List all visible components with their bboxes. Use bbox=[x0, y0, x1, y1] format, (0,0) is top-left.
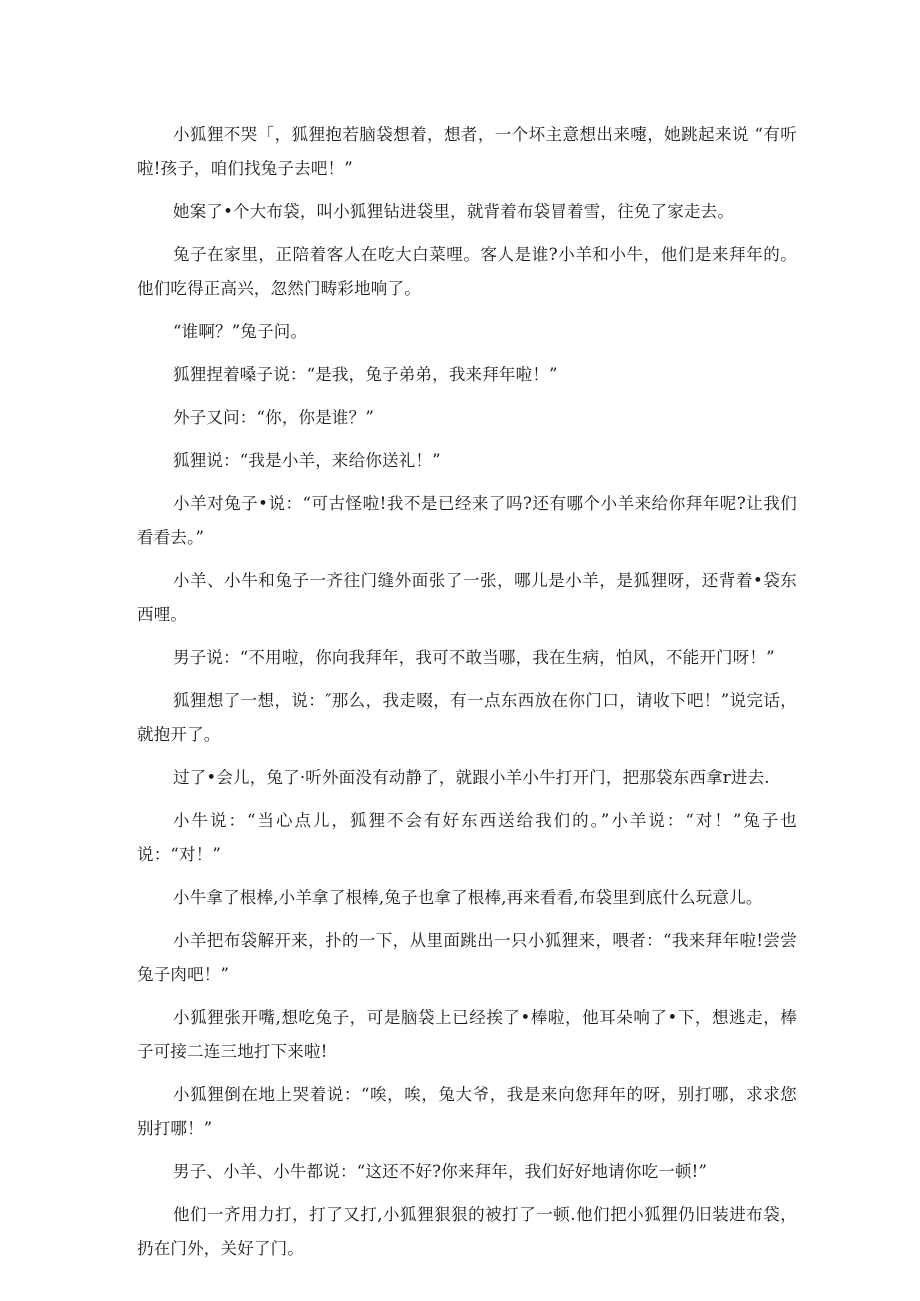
paragraph-9: 小羊、小牛和兔子一齐往门缝外面张了一张，哪儿是小羊，是狐狸呀，还背着•袋东西哩。 bbox=[137, 571, 797, 624]
paragraph-4: “谁啊？”兔子问。 bbox=[173, 322, 308, 341]
paragraph-2: 她案了•个大布袋，叫小狐狸钻进袋里，就背着布袋冒着雪，往免了家走去。 bbox=[173, 202, 735, 221]
paragraph-15: 小羊把布袋解开来，扑的一下，从里面跳出一只小狐狸来，喂者：“我来拜年啦!尝尝兔子肉吧！” bbox=[137, 931, 797, 984]
paragraph-13: 小牛说：“当心点儿，狐狸不会有好东西送给我们的。”小羊说：“对！”兔子也说：“对！” bbox=[137, 811, 797, 864]
paragraph-10: 男子说：“不用啦，你向我拜年，我可不敢当哪，我在生病，怕风，不能开门呀！” bbox=[173, 648, 775, 667]
paragraph-8: 小羊对兔子•说：“可古怪啦!我不是已经来了吗?还有哪个小羊来给你拜年呢?让我们看看去。” bbox=[137, 494, 797, 547]
paragraph-17: 小狐狸倒在地上哭着说：“唉，唉，兔大爷，我是来向您拜年的呀，别打哪，求求您别打哪！” bbox=[137, 1085, 797, 1138]
paragraph-3: 兔子在家里，正陪着客人在吃大白菜哩。客人是谁?小羊和小牛，他们是来拜年的。他们吃得正高兴，忽然门畴彩地响了。 bbox=[137, 245, 797, 298]
paragraph-5: 狐狸捏着嗓子说：“是我，兔子弟弟，我来拜年啦！” bbox=[173, 365, 558, 384]
paragraph-16: 小狐狸张开嘴,想吃兔子，可是脑袋上已经挨了•棒啦，他耳朵响了•下，想逃走，棒子可接二连三地打下来啦! bbox=[137, 1008, 797, 1061]
paragraph-6: 外子又问：“你，你是谁？” bbox=[173, 408, 374, 427]
paragraph-14: 小牛拿了根棒,小羊拿了根棒,兔子也拿了根棒,再来看看,布袋里到底什么玩意儿。 bbox=[173, 888, 763, 907]
story-text bbox=[137, 118, 797, 1275]
paragraph-11: 狐狸想了一想，说：″那么，我走啜，有一点东西放在你门口，请收下吧！”说完话，就抱开了。 bbox=[137, 691, 797, 744]
paragraph-12: 过了•会儿，兔了·听外面没有动静了，就跟小羊小牛打开门，把那袋东西拿r进去. bbox=[173, 768, 770, 787]
paragraph-19: 他们一齐用力打，打了又打,小狐狸狠狠的被打了一顿.他们把小狐狸仍旧装进布袋，扔在门外，关好了门。 bbox=[137, 1205, 797, 1258]
paragraph-7: 狐狸说：“我是小羊，来给你送礼！” bbox=[173, 451, 441, 470]
paragraph-18: 男子、小羊、小牛都说：“这还不好?你来拜年，我们好好地请你吃一顿!” bbox=[173, 1162, 708, 1181]
paragraph-1: 小狐狸不哭「，狐狸抱若脑袋想着，想者，一个坏主意想出来嚏，她跳起来说 “有听啦!孩子，咱们找兔子去吧！” bbox=[137, 125, 797, 178]
